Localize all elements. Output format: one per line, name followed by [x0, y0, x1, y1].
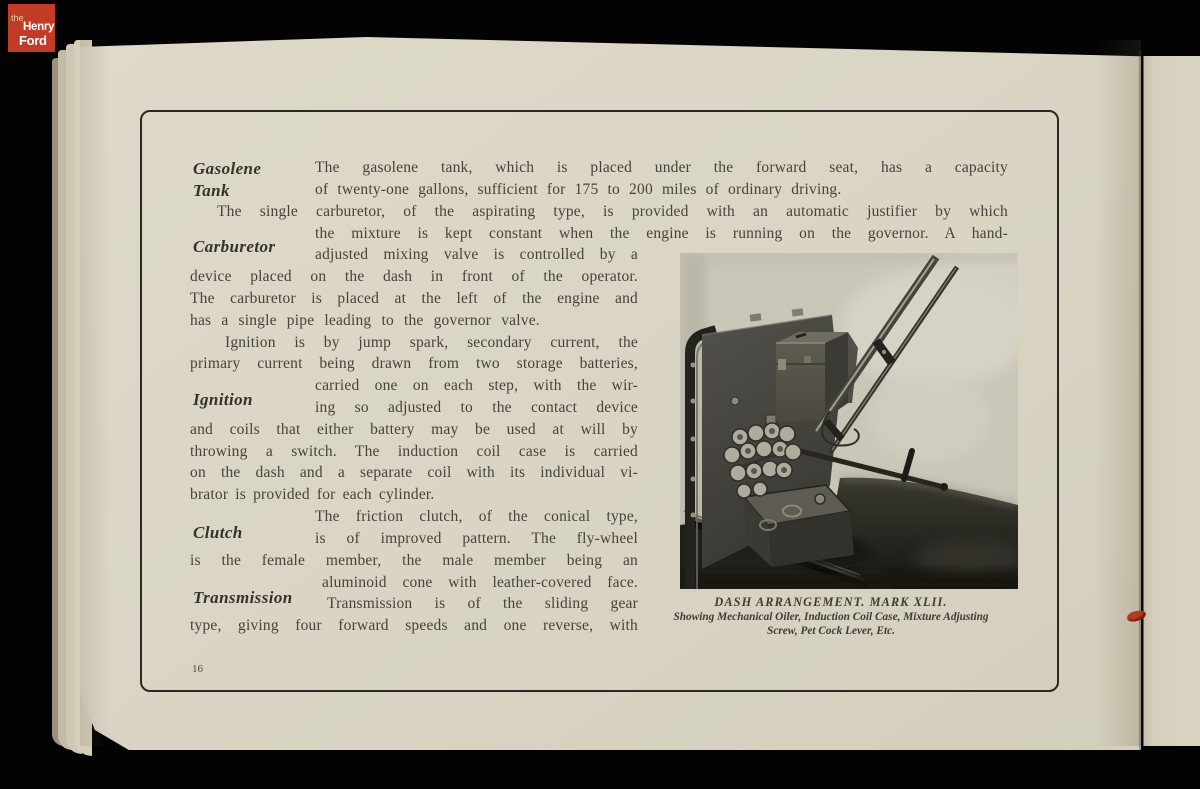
heading-ignition: Ignition — [193, 390, 253, 409]
body-line: Ignition is by jump spark, secondary current, the — [225, 334, 638, 351]
photo-caption-title: DASH ARRANGEMENT. MARK XLII. — [714, 595, 948, 609]
facing-page-edge — [1143, 56, 1200, 746]
body-line: device placed on the dash in front of the operator. — [190, 268, 638, 285]
heading-carburetor: Carburetor — [193, 237, 276, 256]
photo-caption-line: Showing Mechanical Oiler, Induction Coil Case, Mixture Adjusting — [673, 611, 989, 623]
body-line: adjusted mixing valve is controlled by a — [315, 246, 638, 263]
logo-word-henry: Henry — [23, 21, 55, 33]
body-line: The single carburetor, of the aspirating type, is provided with an automatic justifier by which — [217, 203, 1008, 220]
body-line: The gasolene tank, which is placed under the forward seat, has a capacity — [315, 159, 1008, 176]
page-number: 16 — [192, 663, 203, 675]
body-line: of twenty-one gallons, sufficient for 175 to 200 miles of ordinary driving. — [315, 181, 842, 198]
body-line: aluminoid cone with leather-covered face. — [322, 574, 638, 591]
body-line: the mixture is kept constant when the engine is running on the governor. A hand- — [315, 225, 1008, 242]
body-line: carried one on each step, with the wir- — [315, 377, 638, 394]
heading-transmission: Transmission — [193, 588, 293, 607]
page-shadow-right — [1095, 40, 1141, 746]
logo-word-the: the — [11, 13, 24, 23]
photo-caption-line: Screw, Pet Cock Lever, Etc. — [767, 625, 895, 637]
body-line: is of improved pattern. The fly-wheel — [315, 530, 638, 547]
body-line: has a single pipe leading to the governor valve. — [190, 312, 540, 329]
body-line: Transmission is of the sliding gear — [327, 595, 638, 612]
body-line: The friction clutch, of the conical type, — [315, 508, 638, 525]
body-line: is the female member, the male member being an — [190, 552, 638, 569]
body-line: type, giving four forward speeds and one reverse, with — [190, 617, 638, 634]
logo-word-ford: Ford — [19, 33, 47, 48]
body-line: on the dash and a separate coil with its individual vi- — [190, 464, 638, 481]
heading-clutch: Clutch — [193, 523, 243, 542]
heading-gasolene-tank-2: Tank — [193, 181, 230, 200]
body-line: throwing a switch. The induction coil case is carried — [190, 443, 638, 460]
page-shadow-left — [80, 40, 110, 746]
body-line: The carburetor is placed at the left of the engine and — [190, 290, 638, 307]
body-line: primary current being drawn from two storage batteries, — [190, 355, 638, 372]
henry-ford-logo — [8, 4, 55, 52]
dash-arrangement-photo — [680, 253, 1018, 589]
book-crease — [1139, 50, 1142, 750]
heading-gasolene-tank: Gasolene — [193, 159, 262, 178]
body-line: and coils that either battery may be used at will by — [190, 421, 638, 438]
body-line: brator is provided for each cylinder. — [190, 486, 435, 503]
body-line: ing so adjusted to the contact device — [315, 399, 638, 416]
